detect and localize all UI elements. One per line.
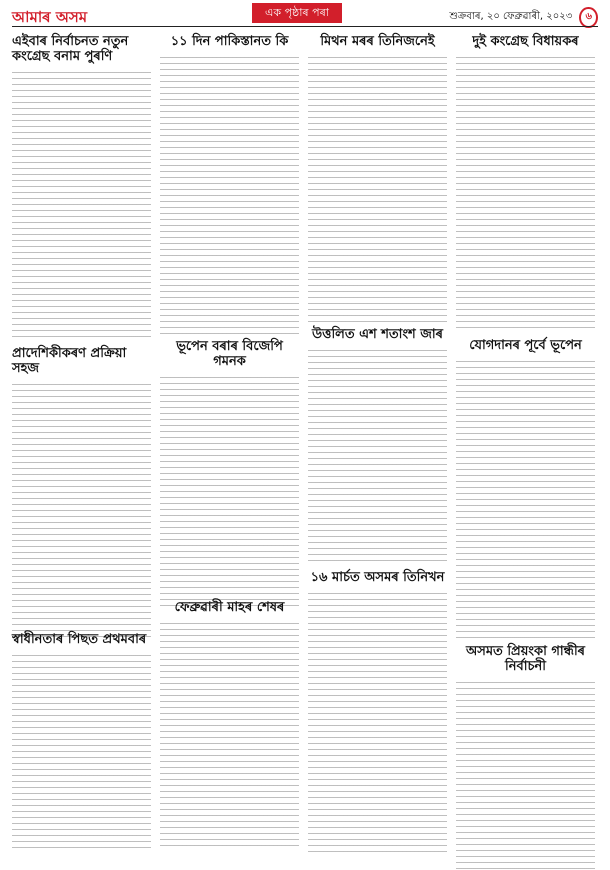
column-2 bbox=[160, 30, 299, 850]
headline-4: ১১ দিন পাকিস্তানত কি bbox=[170, 34, 289, 49]
masthead bbox=[0, 0, 610, 32]
headline-7: মিথন মৰৰ তিনিজনেই bbox=[320, 34, 435, 49]
headline-6: ফেব্ৰুৱাৰী মাহৰ শেষৰ bbox=[174, 600, 285, 615]
date: শুক্ৰবাৰ, ২০ ফেব্ৰুৱাৰী, ২০২৩ bbox=[449, 11, 573, 22]
article-5 bbox=[160, 335, 299, 590]
article-10-body bbox=[456, 55, 595, 333]
headline-9: ১৬ মাৰ্চত অসমৰ তিনিখন bbox=[310, 570, 445, 585]
dateline bbox=[449, 7, 598, 28]
article-6 bbox=[160, 596, 299, 850]
page-number: ৬ bbox=[579, 7, 598, 28]
article-2 bbox=[12, 342, 151, 624]
article-7-body bbox=[308, 55, 447, 323]
article-7 bbox=[308, 30, 447, 318]
newspaper-logo: আমাৰ অসম bbox=[12, 8, 88, 26]
column-4 bbox=[456, 30, 595, 850]
article-2-body bbox=[12, 382, 151, 640]
article-11-body bbox=[456, 359, 595, 639]
headline-11: যোগদানৰ পূৰ্বে ভূপেন bbox=[469, 338, 582, 353]
article-4 bbox=[160, 30, 299, 330]
headline-12: অসমত প্ৰিয়ংকা গান্ধীৰ নিৰ্বাচনী bbox=[465, 644, 586, 674]
headline-1: এইবাৰ নিৰ্বাচনত নতুন কংগ্ৰেছ বনাম পুৰণি bbox=[12, 34, 129, 64]
article-12-body bbox=[456, 680, 595, 870]
article-10 bbox=[456, 30, 595, 328]
article-11 bbox=[456, 334, 595, 634]
article-12 bbox=[456, 640, 595, 850]
article-8-body bbox=[308, 348, 447, 565]
masthead-rule bbox=[12, 26, 598, 27]
article-1-body bbox=[12, 70, 151, 340]
headline-10: দুই কংগ্ৰেছ বিধায়কৰ bbox=[472, 34, 579, 49]
article-3 bbox=[12, 628, 151, 850]
article-5-body bbox=[160, 375, 299, 610]
headline-3: স্বাধীনতাৰ পিছত প্ৰথমবাৰ bbox=[12, 632, 147, 647]
column-1 bbox=[12, 30, 151, 850]
article-4-body bbox=[160, 55, 299, 335]
article-1 bbox=[12, 30, 151, 340]
headline-2: প্ৰাদেশিকীকৰণ প্ৰক্ৰিয়া সহজ bbox=[12, 346, 127, 376]
article-6-body bbox=[160, 621, 299, 851]
headline-8: উত্তলিত এশ শতাংশ জাৰ bbox=[312, 327, 443, 342]
headline-5: ভূপেন বৰাৰ বিজেপি গমনক bbox=[176, 339, 283, 369]
article-8 bbox=[308, 323, 447, 560]
column-3 bbox=[308, 30, 447, 850]
continued-banner: এক পৃষ্ঠাৰ পৰা bbox=[252, 3, 342, 23]
article-3-body bbox=[12, 653, 151, 853]
article-9-body bbox=[308, 591, 447, 855]
article-9 bbox=[308, 566, 447, 850]
